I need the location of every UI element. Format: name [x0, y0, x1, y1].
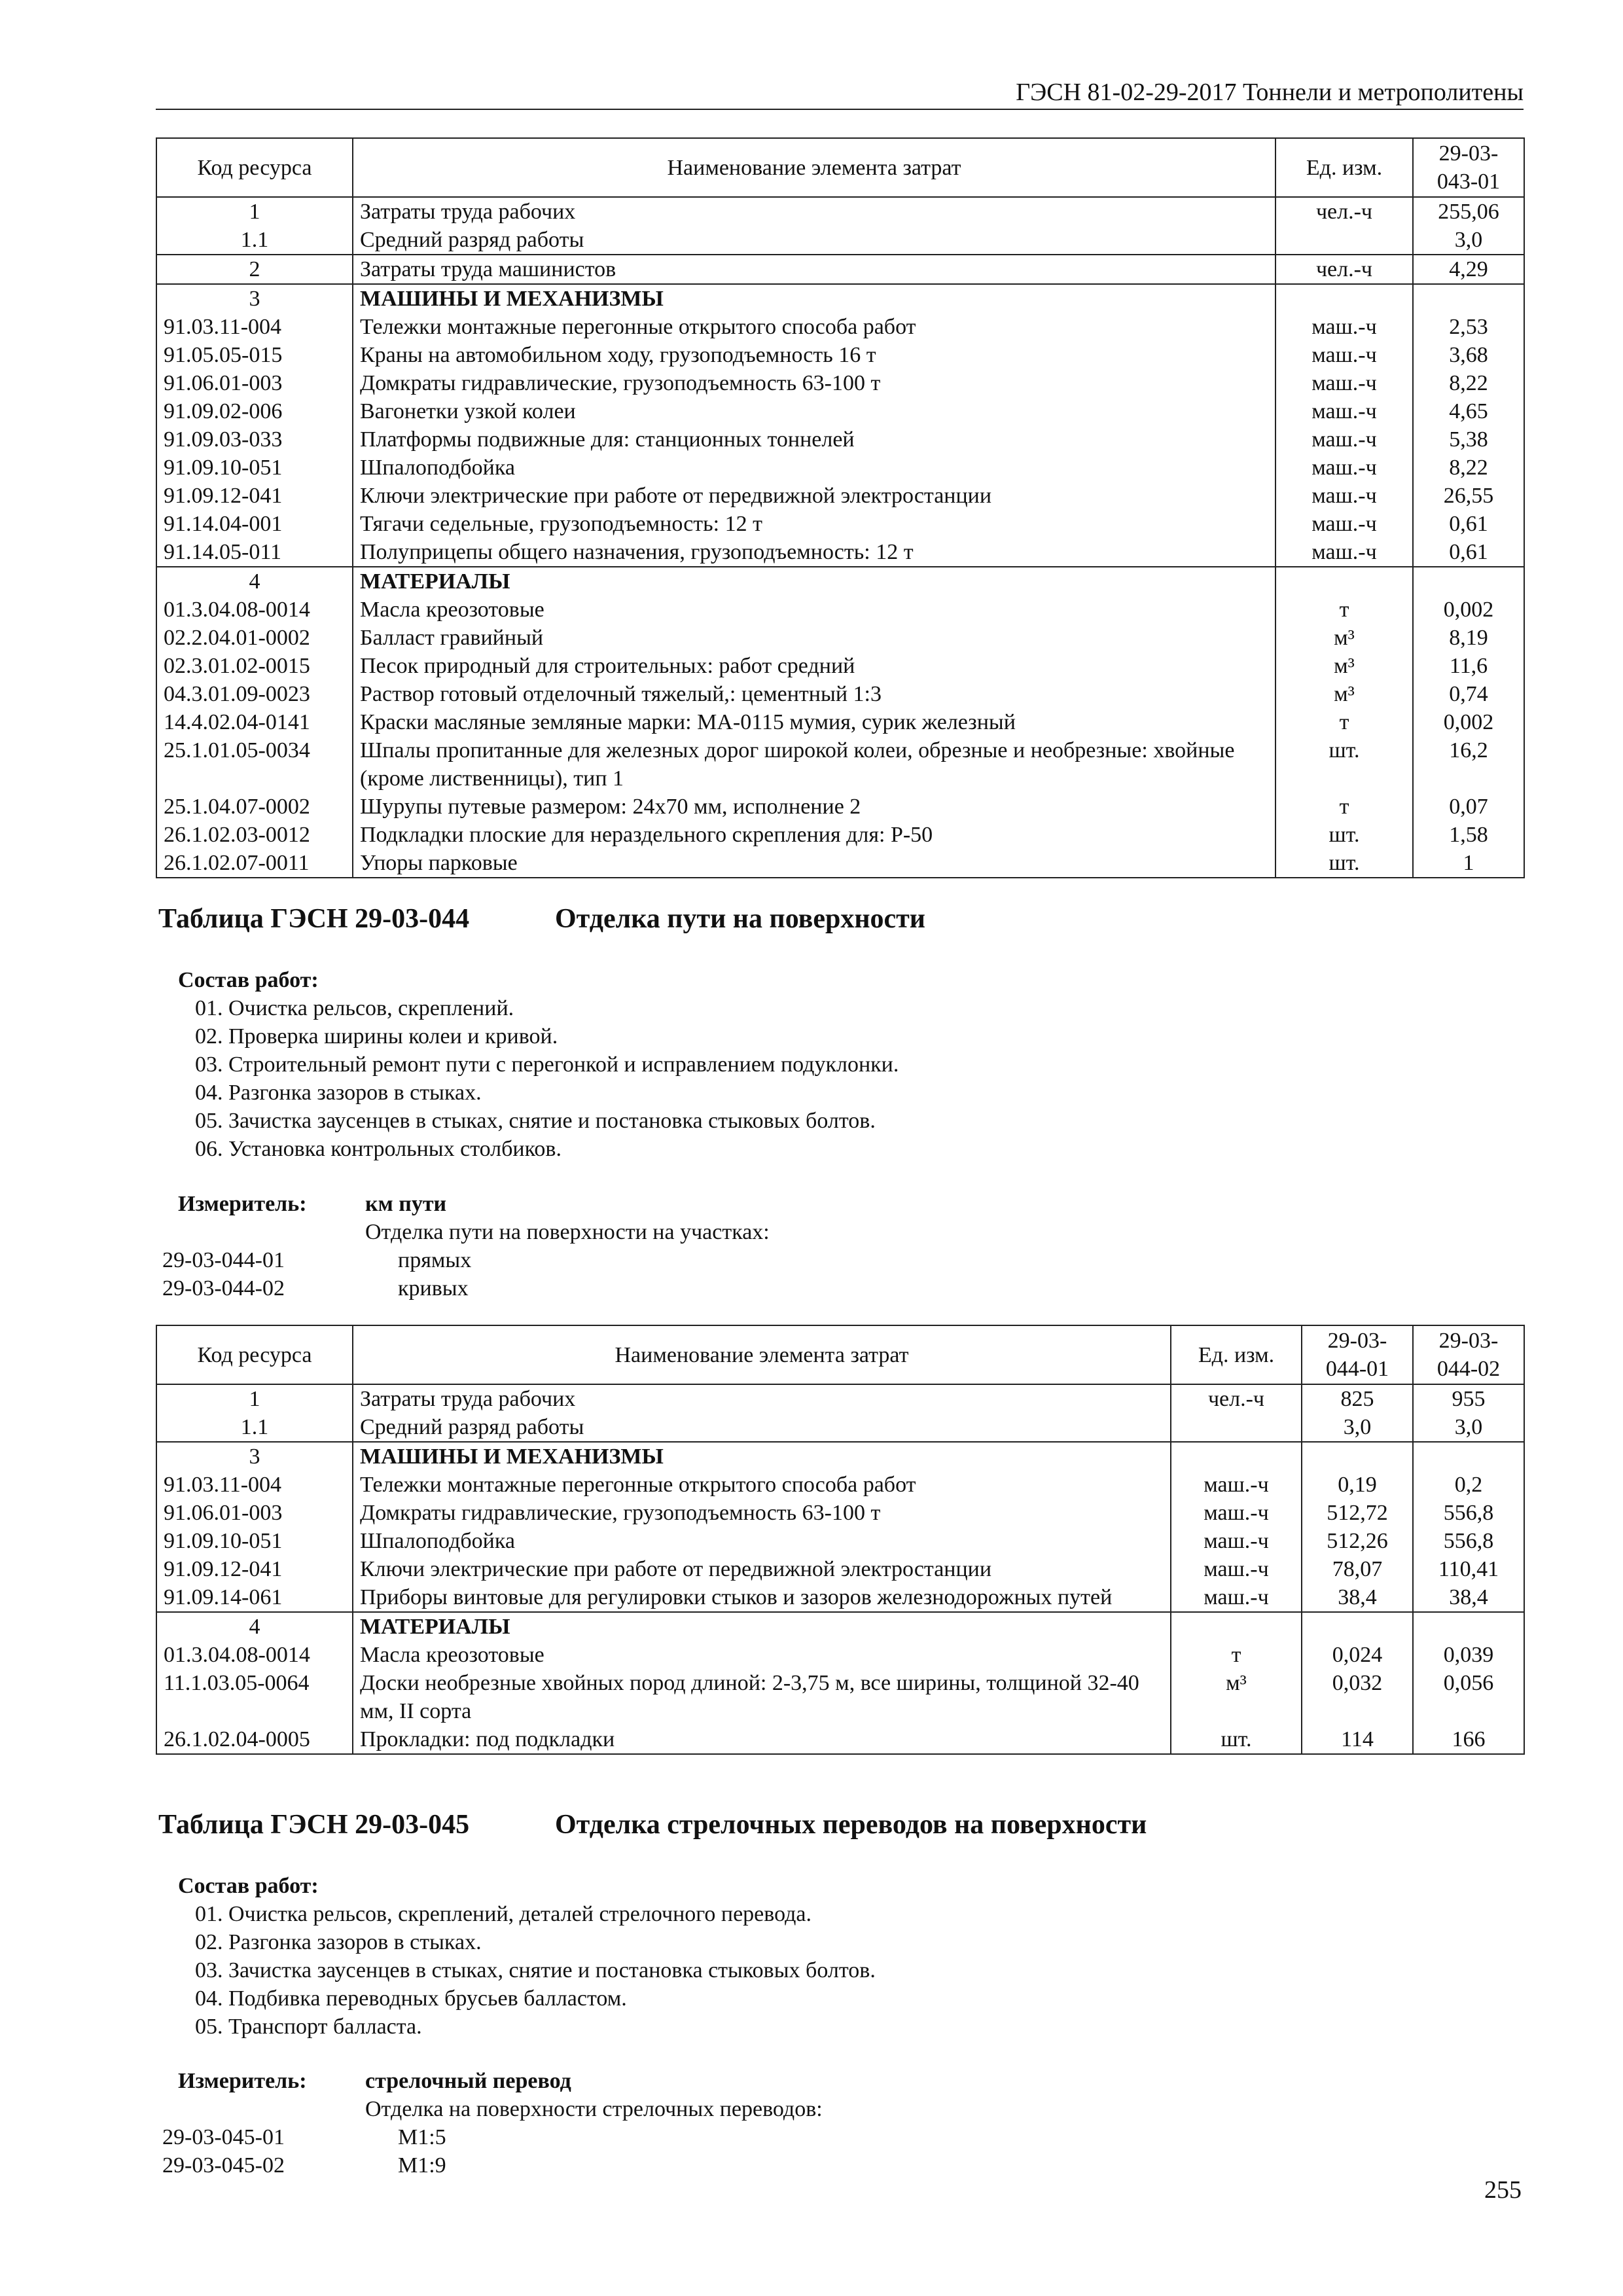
meter-description: Отделка на поверхности стрелочных переводов: — [365, 2097, 823, 2121]
resource-unit — [1171, 1442, 1302, 1471]
norm-code-row — [162, 2123, 1209, 2151]
resource-value-1: 0,74 — [1413, 680, 1524, 708]
work-step: 05. Транспорт балласта. — [195, 2015, 422, 2039]
resource-name: Тягачи седельные, грузоподъемность: 12 т — [353, 510, 1275, 538]
resource-code: 01.3.04.08-0014 — [156, 1641, 353, 1669]
table-row — [156, 1413, 1524, 1442]
resource-name: Краны на автомобильном ходу, грузоподъемность 16 т — [353, 341, 1275, 369]
resource-unit: шт. — [1275, 736, 1413, 793]
norm-code: 29-03-044-01 — [162, 1248, 285, 1272]
resource-value-1: 16,2 — [1413, 736, 1524, 793]
resource-code: 02.3.01.02-0015 — [156, 652, 353, 680]
resource-unit — [1275, 567, 1413, 596]
work-step: 02. Разгонка зазоров в стыках. — [195, 1930, 482, 1954]
resource-value-1: 11,6 — [1413, 652, 1524, 680]
resource-name: Шурупы путевые размером: 24х70 мм, исполнение 2 — [353, 793, 1275, 821]
resource-name: Раствор готовый отделочный тяжелый,: цементный 1:3 — [353, 680, 1275, 708]
resource-name: Шпалы пропитанные для железных дорог широкой колеи, обрезные и необрезные: хвойные (кроме лиственницы), тип 1 — [353, 736, 1275, 793]
running-header-title: ГЭСН 81-02-29-2017 Тоннели и метрополитены — [1016, 79, 1524, 106]
norm-code-desc: кривых — [398, 1276, 469, 1300]
col-header-value-1: 29-03-044-01 — [1302, 1325, 1413, 1384]
resource-value-1 — [1302, 1442, 1413, 1471]
norm-code: 29-03-045-02 — [162, 2153, 285, 2178]
table-row — [156, 1555, 1524, 1583]
resource-value-1: 3,0 — [1413, 226, 1524, 255]
norm-code-row — [162, 2151, 1209, 2179]
meter-description: Отделка пути на поверхности на участках: — [365, 1220, 770, 1244]
resource-unit: маш.-ч — [1171, 1555, 1302, 1583]
table-row — [156, 425, 1524, 454]
resource-unit: маш.-ч — [1275, 313, 1413, 341]
norm-code-row — [162, 1274, 1209, 1302]
work-composition-label: Состав работ: — [178, 968, 319, 992]
resource-unit: шт. — [1275, 849, 1413, 878]
table-row — [156, 1612, 1524, 1641]
resource-name: Шпалоподбойка — [353, 1527, 1171, 1555]
col-header-name: Наименование элемента затрат — [353, 1325, 1171, 1384]
resource-code: 91.06.01-003 — [156, 1499, 353, 1527]
resource-code: 26.1.02.04-0005 — [156, 1725, 353, 1754]
table-row — [156, 624, 1524, 652]
meter-block-045 — [162, 2067, 1209, 2179]
work-step: 03. Строительный ремонт пути с перегонкой и исправлением подуклонки. — [195, 1052, 899, 1077]
table-row — [156, 197, 1524, 226]
table-row — [156, 538, 1524, 567]
resource-code: 91.09.12-041 — [156, 482, 353, 510]
work-composition-044 — [178, 966, 1421, 1163]
table-row — [156, 454, 1524, 482]
resource-table-044 — [156, 1325, 1525, 1755]
resource-value-1: 512,26 — [1302, 1527, 1413, 1555]
resource-value-1: 3,68 — [1413, 341, 1524, 369]
norm-code-row — [162, 1246, 1209, 1274]
resource-unit: т — [1275, 596, 1413, 624]
resource-code: 91.03.11-004 — [156, 313, 353, 341]
resource-unit — [1171, 1413, 1302, 1442]
resource-code: 91.03.11-004 — [156, 1471, 353, 1499]
resource-code: 25.1.04.07-0002 — [156, 793, 353, 821]
resource-code: 1 — [156, 1384, 353, 1413]
resource-value-2 — [1413, 1442, 1524, 1471]
resource-unit: маш.-ч — [1171, 1583, 1302, 1612]
table-row — [156, 369, 1524, 397]
resource-code: 25.1.01.05-0034 — [156, 736, 353, 793]
resource-value-1 — [1413, 567, 1524, 596]
resource-value-1: 0,024 — [1302, 1641, 1413, 1669]
table-row — [156, 821, 1524, 849]
resource-unit: маш.-ч — [1171, 1499, 1302, 1527]
resource-value-2: 556,8 — [1413, 1527, 1524, 1555]
resource-value-1: 255,06 — [1413, 197, 1524, 226]
resource-name: Подкладки плоские для нераздельного скрепления для: Р-50 — [353, 821, 1275, 849]
work-step: 03. Зачистка заусенцев в стыках, снятие и постановка стыковых болтов. — [195, 1958, 876, 1982]
resource-unit: чел.-ч — [1171, 1384, 1302, 1413]
resource-value-1 — [1302, 1612, 1413, 1641]
resource-name: Ключи электрические при работе от передвижной электростанции — [353, 482, 1275, 510]
resource-unit: маш.-ч — [1275, 397, 1413, 425]
table-row — [156, 482, 1524, 510]
resource-code: 91.06.01-003 — [156, 369, 353, 397]
resource-value-2: 166 — [1413, 1725, 1524, 1754]
resource-code: 26.1.02.03-0012 — [156, 821, 353, 849]
resource-value-2: 3,0 — [1413, 1413, 1524, 1442]
resource-code: 14.4.02.04-0141 — [156, 708, 353, 736]
table-row — [156, 708, 1524, 736]
resource-code: 1 — [156, 197, 353, 226]
resource-unit: чел.-ч — [1275, 197, 1413, 226]
resource-name: МАТЕРИАЛЫ — [353, 567, 1275, 596]
section-title-045 — [158, 1809, 1147, 1840]
table-row — [156, 510, 1524, 538]
resource-name: Доски необрезные хвойных пород длиной: 2-3,75 м, все ширины, толщиной 32-40 мм, II сорта — [353, 1669, 1171, 1725]
resource-unit: т — [1275, 793, 1413, 821]
resource-name: Затраты труда машинистов — [353, 255, 1275, 284]
resource-name: Прокладки: под подкладки — [353, 1725, 1171, 1754]
resource-name: МАТЕРИАЛЫ — [353, 1612, 1171, 1641]
resource-name: Вагонетки узкой колеи — [353, 397, 1275, 425]
resource-name: Шпалоподбойка — [353, 454, 1275, 482]
running-header — [156, 76, 1524, 110]
resource-code: 11.1.03.05-0064 — [156, 1669, 353, 1725]
resource-name: Песок природный для строительных: работ средний — [353, 652, 1275, 680]
resource-name: Домкраты гидравлические, грузоподъемность 63-100 т — [353, 369, 1275, 397]
resource-name: Платформы подвижные для: станционных тоннелей — [353, 425, 1275, 454]
resource-value-1: 38,4 — [1302, 1583, 1413, 1612]
resource-value-1: 0,002 — [1413, 708, 1524, 736]
resource-unit: маш.-ч — [1171, 1471, 1302, 1499]
resource-name: Полуприцепы общего назначения, грузоподъемность: 12 т — [353, 538, 1275, 567]
meter-block-044 — [162, 1190, 1209, 1302]
resource-name: Масла креозотовые — [353, 596, 1275, 624]
table-row — [156, 1499, 1524, 1527]
resource-code: 91.09.12-041 — [156, 1555, 353, 1583]
resource-code: 1.1 — [156, 226, 353, 255]
resource-value-2: 0,2 — [1413, 1471, 1524, 1499]
resource-name: МАШИНЫ И МЕХАНИЗМЫ — [353, 284, 1275, 313]
work-composition-045 — [178, 1872, 1421, 2041]
resource-unit: маш.-ч — [1275, 369, 1413, 397]
resource-unit: т — [1275, 708, 1413, 736]
work-step: 04. Подбивка переводных брусьев балластом. — [195, 1986, 627, 2011]
resource-table-043 — [156, 137, 1525, 878]
meter-value: стрелочный перевод — [365, 2069, 571, 2093]
resource-code: 3 — [156, 284, 353, 313]
resource-code: 01.3.04.08-0014 — [156, 596, 353, 624]
table-heading-045: Отделка стрелочных переводов на поверхности — [555, 1810, 1147, 1840]
page-number: 255 — [1484, 2176, 1522, 2204]
resource-value-1: 78,07 — [1302, 1555, 1413, 1583]
resource-name: Средний разряд работы — [353, 1413, 1171, 1442]
resource-code: 4 — [156, 567, 353, 596]
table-row — [156, 226, 1524, 255]
resource-unit: шт. — [1275, 821, 1413, 849]
work-step: 01. Очистка рельсов, скреплений. — [195, 996, 514, 1020]
resource-value-1: 825 — [1302, 1384, 1413, 1413]
resource-value-1: 8,22 — [1413, 454, 1524, 482]
resource-code: 91.09.10-051 — [156, 1527, 353, 1555]
table-row — [156, 1527, 1524, 1555]
work-step: 06. Установка контрольных столбиков. — [195, 1137, 562, 1161]
resource-unit: маш.-ч — [1171, 1527, 1302, 1555]
resource-name: Затраты труда рабочих — [353, 1384, 1171, 1413]
table-label-044: Таблица ГЭСН 29-03-044 — [158, 904, 470, 934]
work-composition-label: Состав работ: — [178, 1874, 319, 1898]
resource-unit: маш.-ч — [1275, 454, 1413, 482]
table-row — [156, 313, 1524, 341]
resource-unit — [1275, 284, 1413, 313]
resource-code: 04.3.01.09-0023 — [156, 680, 353, 708]
resource-code: 4 — [156, 1612, 353, 1641]
table-row — [156, 567, 1524, 596]
resource-value-2: 38,4 — [1413, 1583, 1524, 1612]
work-step: 04. Разгонка зазоров в стыках. — [195, 1081, 482, 1105]
resource-name: Тележки монтажные перегонные открытого способа работ — [353, 313, 1275, 341]
table-label-045: Таблица ГЭСН 29-03-045 — [158, 1810, 470, 1840]
col-header-code: Код ресурса — [156, 1325, 353, 1384]
meter-value: км пути — [365, 1192, 447, 1216]
table-row — [156, 1442, 1524, 1471]
table-row — [156, 341, 1524, 369]
resource-unit: м³ — [1275, 680, 1413, 708]
table-row — [156, 284, 1524, 313]
resource-value-2 — [1413, 1612, 1524, 1641]
resource-value-2: 0,039 — [1413, 1641, 1524, 1669]
col-header-value-2: 29-03-044-02 — [1413, 1325, 1524, 1384]
resource-value-2: 955 — [1413, 1384, 1524, 1413]
resource-value-2: 110,41 — [1413, 1555, 1524, 1583]
col-header-value-1: 29-03-043-01 — [1413, 138, 1524, 197]
table-row — [156, 1669, 1524, 1725]
resource-name: Тележки монтажные перегонные открытого способа работ — [353, 1471, 1171, 1499]
resource-unit: т — [1171, 1641, 1302, 1669]
resource-value-1: 8,22 — [1413, 369, 1524, 397]
resource-code: 1.1 — [156, 1413, 353, 1442]
resource-value-1: 0,07 — [1413, 793, 1524, 821]
resource-value-1: 4,65 — [1413, 397, 1524, 425]
resource-name: Затраты труда рабочих — [353, 197, 1275, 226]
resource-value-1: 114 — [1302, 1725, 1413, 1754]
resource-value-1: 4,29 — [1413, 255, 1524, 284]
resource-name: Упоры парковые — [353, 849, 1275, 878]
resource-value-1: 0,19 — [1302, 1471, 1413, 1499]
table-row — [156, 596, 1524, 624]
resource-code: 26.1.02.07-0011 — [156, 849, 353, 878]
norm-code-desc: М1:9 — [398, 2153, 446, 2178]
resource-name: Балласт гравийный — [353, 624, 1275, 652]
resource-unit: маш.-ч — [1275, 538, 1413, 567]
table-row — [156, 1471, 1524, 1499]
table-row — [156, 736, 1524, 793]
resource-unit — [1171, 1612, 1302, 1641]
resource-value-1: 5,38 — [1413, 425, 1524, 454]
table-heading-044: Отделка пути на поверхности — [555, 904, 925, 934]
resource-unit: маш.-ч — [1275, 425, 1413, 454]
resource-value-1: 26,55 — [1413, 482, 1524, 510]
section-title-044 — [158, 903, 925, 935]
resource-code: 3 — [156, 1442, 353, 1471]
table-row — [156, 255, 1524, 284]
col-header-code: Код ресурса — [156, 138, 353, 197]
resource-value-1: 8,19 — [1413, 624, 1524, 652]
resource-value-1: 0,61 — [1413, 510, 1524, 538]
resource-value-1: 2,53 — [1413, 313, 1524, 341]
resource-code: 91.09.14-061 — [156, 1583, 353, 1612]
resource-value-2: 556,8 — [1413, 1499, 1524, 1527]
meter-label: Измеритель: — [178, 2069, 307, 2093]
resource-code: 91.05.05-015 — [156, 341, 353, 369]
col-header-unit: Ед. изм. — [1275, 138, 1413, 197]
table-row — [156, 397, 1524, 425]
resource-code: 91.09.03-033 — [156, 425, 353, 454]
resource-unit: маш.-ч — [1275, 482, 1413, 510]
resource-unit: м³ — [1275, 652, 1413, 680]
work-step: 01. Очистка рельсов, скреплений, деталей стрелочного перевода. — [195, 1902, 812, 1926]
table-row — [156, 793, 1524, 821]
resource-value-1: 1,58 — [1413, 821, 1524, 849]
resource-value-1: 0,61 — [1413, 538, 1524, 567]
meter-label: Измеритель: — [178, 1192, 307, 1216]
table-row — [156, 1384, 1524, 1413]
norm-code-desc: М1:5 — [398, 2125, 446, 2149]
resource-code: 02.2.04.01-0002 — [156, 624, 353, 652]
resource-value-2: 0,056 — [1413, 1669, 1524, 1725]
work-step: 05. Зачистка заусенцев в стыках, снятие и постановка стыковых болтов. — [195, 1109, 876, 1133]
resource-unit: м³ — [1275, 624, 1413, 652]
table-row — [156, 680, 1524, 708]
resource-name: Домкраты гидравлические, грузоподъемность 63-100 т — [353, 1499, 1171, 1527]
resource-code: 91.09.10-051 — [156, 454, 353, 482]
resource-code: 91.14.05-011 — [156, 538, 353, 567]
table-row — [156, 1641, 1524, 1669]
resource-name: Приборы винтовые для регулировки стыков и зазоров железнодорожных путей — [353, 1583, 1171, 1612]
norm-code-desc: прямых — [398, 1248, 472, 1272]
resource-name: МАШИНЫ И МЕХАНИЗМЫ — [353, 1442, 1171, 1471]
table-row — [156, 1725, 1524, 1754]
resource-value-1: 0,002 — [1413, 596, 1524, 624]
resource-code: 2 — [156, 255, 353, 284]
resource-unit: маш.-ч — [1275, 341, 1413, 369]
resource-unit — [1275, 226, 1413, 255]
resource-value-1: 512,72 — [1302, 1499, 1413, 1527]
resource-unit: маш.-ч — [1275, 510, 1413, 538]
table-row — [156, 652, 1524, 680]
resource-value-1 — [1413, 284, 1524, 313]
col-header-unit: Ед. изм. — [1171, 1325, 1302, 1384]
resource-code: 91.14.04-001 — [156, 510, 353, 538]
resource-unit: чел.-ч — [1275, 255, 1413, 284]
resource-name: Краски масляные земляные марки: МА-0115 мумия, сурик железный — [353, 708, 1275, 736]
resource-value-1: 1 — [1413, 849, 1524, 878]
table-row — [156, 849, 1524, 878]
resource-name: Масла креозотовые — [353, 1641, 1171, 1669]
resource-name: Ключи электрические при работе от передвижной электростанции — [353, 1555, 1171, 1583]
resource-code: 91.09.02-006 — [156, 397, 353, 425]
norm-code: 29-03-045-01 — [162, 2125, 285, 2149]
work-step: 02. Проверка ширины колеи и кривой. — [195, 1024, 558, 1049]
resource-value-1: 0,032 — [1302, 1669, 1413, 1725]
resource-unit: м³ — [1171, 1669, 1302, 1725]
table-row — [156, 1583, 1524, 1612]
col-header-name: Наименование элемента затрат — [353, 138, 1275, 197]
resource-unit: шт. — [1171, 1725, 1302, 1754]
resource-name: Средний разряд работы — [353, 226, 1275, 255]
norm-code: 29-03-044-02 — [162, 1276, 285, 1300]
resource-value-1: 3,0 — [1302, 1413, 1413, 1442]
